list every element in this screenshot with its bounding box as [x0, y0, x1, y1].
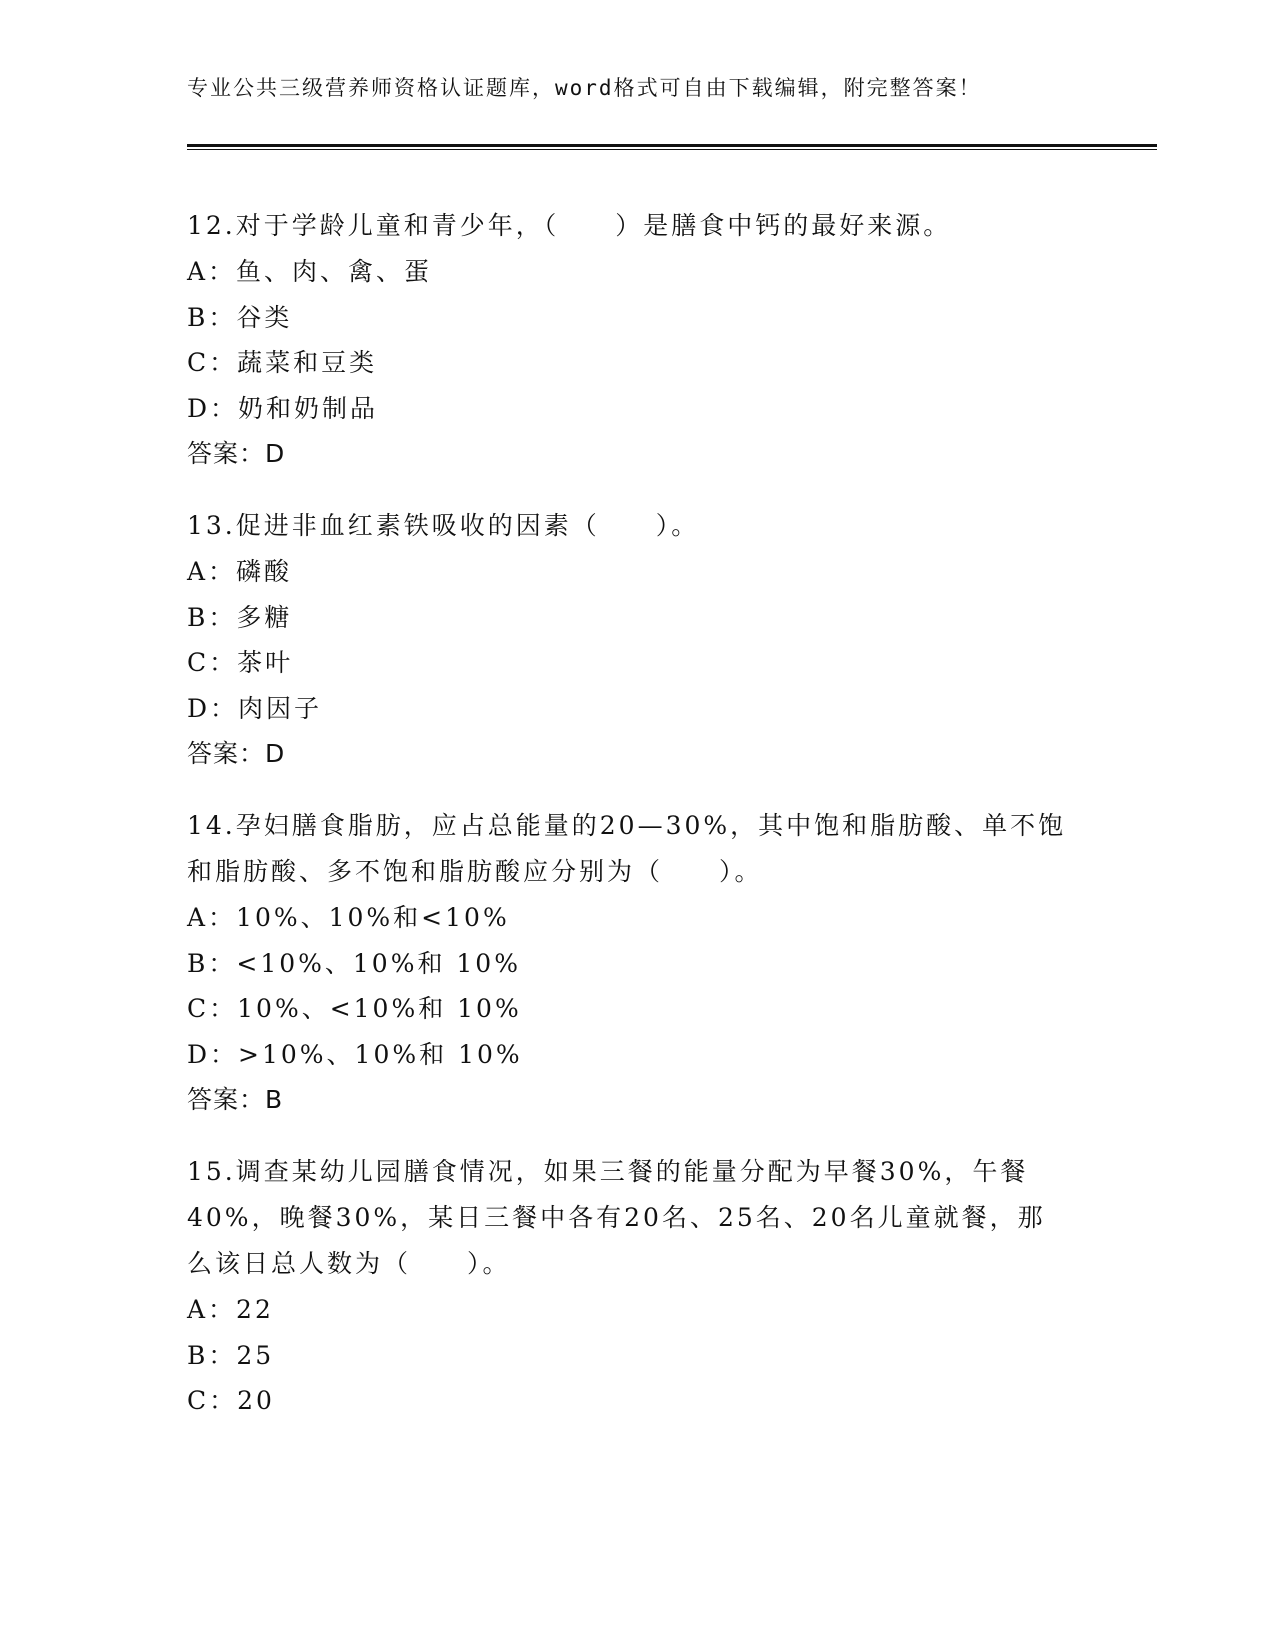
answer-label: 答案： — [187, 439, 266, 468]
option-c: C：蔬菜和豆类 — [187, 348, 378, 377]
option-a: A：磷酸 — [187, 557, 293, 586]
option-a: A：鱼、肉、禽、蛋 — [187, 257, 433, 286]
question-stem: 14.孕妇膳食脂肪，应占总能量的20—30%，其中饱和脂肪酸、单不饱和脂肪酸、多不饱和脂肪酸应分别为（ ）。 — [187, 811, 1067, 886]
option-a: A：10%、10%和<10% — [187, 903, 510, 932]
question-list — [187, 203, 1067, 1450]
answer-value: D — [265, 739, 286, 768]
option-d: D：>10%、10%和 10% — [187, 1039, 523, 1069]
option-c: C：茶叶 — [187, 648, 294, 677]
option-a: A：22 — [187, 1295, 274, 1324]
answer-label: 答案： — [187, 739, 266, 768]
question-stem: 13.促进非血红素铁吸收的因素（ ）。 — [187, 511, 700, 540]
question-13 — [187, 503, 1067, 777]
answer-label: 答案： — [187, 1085, 266, 1114]
answer-line — [187, 731, 1067, 777]
option-d: D：奶和奶制品 — [187, 393, 379, 423]
answer-value: D — [265, 439, 286, 468]
option-b: B：25 — [187, 1340, 275, 1370]
answer-line — [187, 1077, 1067, 1123]
question-14 — [187, 803, 1067, 1123]
option-b: B：多糖 — [187, 602, 293, 632]
option-b: B：<10%、10%和 10% — [187, 948, 521, 978]
question-stem: 15.调查某幼儿园膳食情况，如果三餐的能量分配为早餐30%，午餐40%，晚餐30%，某日三餐中各有20名、25名、20名儿童就餐，那么该日总人数为（ ）。 — [187, 1157, 1046, 1278]
question-15 — [187, 1149, 1067, 1424]
header-divider-thin — [187, 149, 1157, 150]
question-stem: 12.对于学龄儿童和青少年，（ ）是膳食中钙的最好来源。 — [187, 211, 952, 240]
question-12 — [187, 203, 1067, 477]
answer-line — [187, 431, 1067, 477]
option-b: B：谷类 — [187, 302, 293, 332]
option-d: D：肉因子 — [187, 693, 323, 723]
page-header: 专业公共三级营养师资格认证题库，word格式可自由下载编辑，附完整答案！ — [187, 76, 982, 100]
header-divider-thick — [187, 144, 1157, 147]
option-c: C：10%、<10%和 10% — [187, 994, 522, 1023]
option-c: C：20 — [187, 1386, 275, 1415]
answer-value: B — [265, 1085, 284, 1114]
